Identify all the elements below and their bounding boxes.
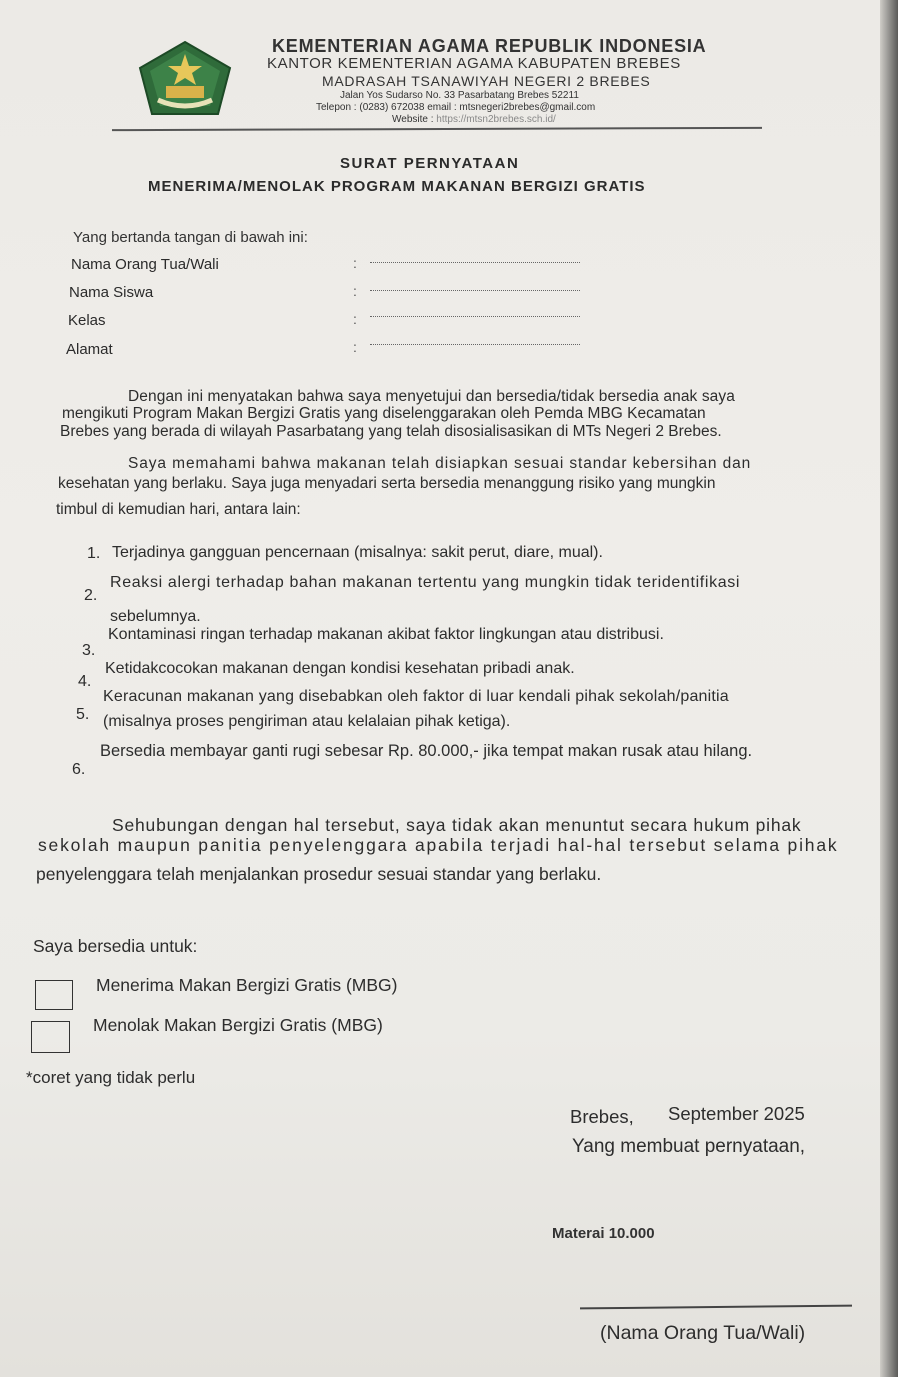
field-colon: :	[353, 339, 357, 355]
choice-heading: Saya bersedia untuk:	[33, 936, 198, 956]
website-link[interactable]: https://mtsn2brebes.sch.id/	[436, 114, 556, 125]
risk-number: 1.	[87, 545, 101, 562]
paragraph-3-line: sekolah maupun panitia penyelenggara apabila terjadi hal-hal tersebut selama pihak	[38, 835, 839, 855]
paragraph-2-line: timbul di kemudian hari, antara lain:	[56, 501, 301, 518]
paragraph-1-line: Brebes yang berada di wilayah Pasarbatang yang telah disosialisasikan di MTs Negeri 2 Brebes.	[60, 423, 722, 440]
risk-item: Bersedia membayar ganti rugi sebesar Rp. 80.000,- jika tempat makan rusak atau hilang.	[100, 742, 753, 760]
intro-text: Yang bertanda tangan di bawah ini:	[73, 229, 308, 246]
field-input-class[interactable]	[370, 316, 580, 317]
risk-item: Keracunan makanan yang disebabkan oleh faktor di luar kendali pihak sekolah/panitia	[103, 688, 729, 705]
letterhead-school: MADRASAH TSANAWIYAH NEGERI 2 BREBES	[322, 73, 651, 89]
risk-item: Terjadinya gangguan pencernaan (misalnya: sakit perut, diare, mual).	[112, 544, 603, 561]
risk-item: Kontaminasi ringan terhadap makanan akibat faktor lingkungan atau distribusi.	[108, 626, 664, 643]
signatory-name: (Nama Orang Tua/Wali)	[600, 1322, 806, 1344]
website-label: Website :	[392, 114, 434, 125]
signature-date: September 2025	[668, 1103, 805, 1124]
paragraph-3-line: penyelenggara telah menjalankan prosedur sesuai standar yang berlaku.	[36, 864, 602, 884]
note-text: *coret yang tidak perlu	[26, 1068, 196, 1087]
risk-number: 2.	[84, 587, 98, 604]
document-subtitle: MENERIMA/MENOLAK PROGRAM MAKANAN BERGIZI GRATIS	[148, 178, 646, 195]
paragraph-2-line: kesehatan yang berlaku. Saya juga menyadari serta bersedia menanggung risiko yang mungkin	[58, 475, 716, 492]
field-input-address[interactable]	[370, 344, 580, 345]
letterhead-website	[392, 114, 556, 125]
letterhead-office: KANTOR KEMENTERIAN AGAMA KABUPATEN BREBES	[267, 55, 681, 72]
letterhead-divider	[112, 127, 762, 131]
risk-item: Reaksi alergi terhadap bahan makanan tertentu yang mungkin tidak teridentifikasi	[110, 574, 741, 591]
letterhead-ministry: KEMENTERIAN AGAMA REPUBLIK INDONESIA	[272, 36, 707, 56]
risk-number: 5.	[76, 706, 90, 723]
field-label-student: Nama Siswa	[69, 284, 154, 301]
field-colon: :	[353, 283, 357, 299]
accept-checkbox[interactable]	[35, 980, 73, 1010]
risk-item-continued: (misalnya proses pengiriman atau kelalaian pihak ketiga).	[103, 713, 511, 730]
risk-item-continued: sebelumnya.	[110, 608, 201, 625]
paragraph-3-line: Sehubungan dengan hal tersebut, saya tidak akan menuntut secara hukum pihak	[112, 815, 802, 835]
paragraph-1-line: mengikuti Program Makan Bergizi Gratis yang diselenggarakan oleh Pemda MBG Kecamatan	[62, 405, 706, 422]
accept-label: Menerima Makan Bergizi Gratis (MBG)	[96, 975, 398, 995]
stamp-duty-label: Materai 10.000	[552, 1225, 655, 1242]
paragraph-2-line: Saya memahami bahwa makanan telah disiapkan sesuai standar kebersihan dan	[128, 455, 752, 472]
background-surface	[880, 0, 898, 1377]
letterhead-address: Jalan Yos Sudarso No. 33 Pasarbatang Brebes 52211	[340, 90, 579, 101]
letterhead-contact: Telepon : (0283) 672038 email : mtsnegeri2brebes@gmail.com	[316, 102, 596, 113]
field-colon: :	[353, 311, 357, 327]
field-label-parent: Nama Orang Tua/Wali	[71, 256, 219, 273]
risk-number: 4.	[78, 673, 92, 690]
paragraph-1-line: Dengan ini menyatakan bahwa saya menyetujui dan bersedia/tidak bersedia anak saya	[128, 388, 735, 405]
field-label-address: Alamat	[66, 341, 113, 358]
reject-checkbox[interactable]	[31, 1021, 70, 1053]
signature-place: Brebes,	[570, 1106, 634, 1127]
document-title: SURAT PERNYATAAN	[340, 155, 520, 172]
field-colon: :	[353, 255, 357, 271]
signature-maker: Yang membuat pernyataan,	[572, 1136, 806, 1157]
signature-line	[580, 1305, 852, 1309]
risk-number: 3.	[82, 642, 96, 659]
field-input-parent[interactable]	[370, 262, 580, 263]
reject-label: Menolak Makan Bergizi Gratis (MBG)	[93, 1015, 383, 1035]
risk-number: 6.	[72, 761, 86, 778]
field-input-student[interactable]	[370, 290, 580, 291]
kemenag-logo-icon	[136, 40, 234, 118]
field-label-class: Kelas	[68, 312, 106, 329]
risk-item: Ketidakcocokan makanan dengan kondisi kesehatan pribadi anak.	[105, 660, 575, 677]
